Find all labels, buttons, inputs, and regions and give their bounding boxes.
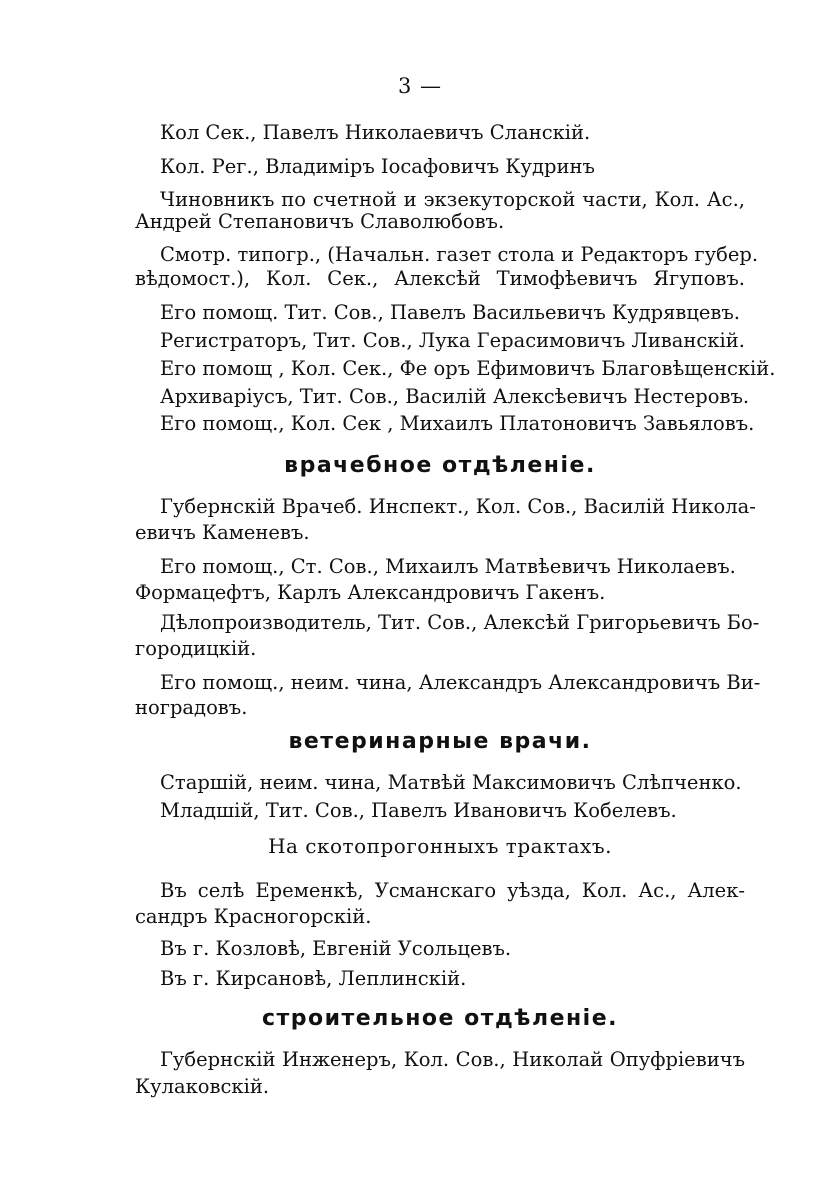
text-line: вѣдомост.), Кол. Сек., Алексѣй Тимофѣевичъ Ягуповъ.	[135, 267, 745, 290]
page-number: 3 —	[397, 74, 443, 98]
text-line: Его помощ., Кол. Сек , Михаилъ Платоновичъ Завьяловъ.	[160, 412, 755, 435]
text-line: Младшiй, Тит. Сов., Павелъ Ивановичъ Кобелевъ.	[160, 799, 677, 822]
text-line: Его помощ. Тит. Сов., Павелъ Васильевичъ Кудрявцевъ.	[160, 301, 741, 324]
text-line: Дѣлопроизводитель, Тит. Сов., Алексѣй Григорьевичъ Бо-	[160, 611, 760, 634]
section-heading: На скотопрогонныхъ трактахъ.	[268, 834, 612, 858]
section-heading: ветеринарные врачи.	[288, 729, 592, 754]
text-line: ноградовъ.	[135, 696, 248, 719]
text-line: городицкiй.	[135, 637, 257, 660]
text-line: Регистраторъ, Тит. Сов., Лука Герасимовичъ Ливанскiй.	[160, 329, 745, 352]
text-line: Въ г. Козловѣ, Евгенiй Усольцевъ.	[160, 937, 512, 960]
text-line: Смотр. типогр., (Начальн. газет стола и Редакторъ губер.	[160, 243, 759, 266]
text-line: Въ селѣ Еременкѣ, Усманскаго уѣзда, Кол. Ас., Алек-	[160, 879, 745, 902]
text-line: Губернскiй Инженеръ, Кол. Сов., Николай Опуфрiевичъ	[160, 1048, 745, 1071]
text-line: Кол. Рег., Владимiръ Iосафовичъ Кудринъ	[160, 155, 595, 178]
text-line: Его помощ , Кол. Сек., Фе оръ Ефимовичъ Благовѣщенскiй.	[160, 357, 776, 380]
text-line: Формацефтъ, Карлъ Александровичъ Гакенъ.	[135, 581, 606, 604]
text-line: евичъ Каменевъ.	[135, 521, 310, 544]
text-line: Старшiй, неим. чина, Матвѣй Максимовичъ Слѣпченко.	[160, 771, 742, 794]
section-heading: врачебное отдѣленiе.	[284, 453, 596, 478]
section-heading: строительное отдѣленiе.	[261, 1006, 619, 1031]
text-line: Кулаковскiй.	[135, 1075, 270, 1098]
text-line: Чиновникъ по счетной и экзекуторской части, Кол. Ас.,	[160, 188, 745, 211]
text-line: Его помощ., неим. чина, Александръ Александровичъ Ви-	[160, 671, 761, 694]
text-line: Губернскiй Врачеб. Инспект., Кол. Сов., Василiй Никола-	[160, 495, 756, 518]
text-line: Кол Сек., Павелъ Николаевичъ Сланскiй.	[160, 121, 591, 144]
text-line: Его помощ., Ст. Сов., Михаилъ Матвѣевичъ Николаевъ.	[160, 555, 736, 578]
text-line: Въ г. Кирсановѣ, Леплинскiй.	[160, 967, 467, 990]
text-line: Андрей Степановичъ Славолюбовъ.	[135, 210, 505, 233]
text-line: Архиварiусъ, Тит. Сов., Василiй Алексѣевичъ Нестеровъ.	[160, 385, 750, 408]
text-line: сандръ Красногорскiй.	[135, 905, 372, 928]
